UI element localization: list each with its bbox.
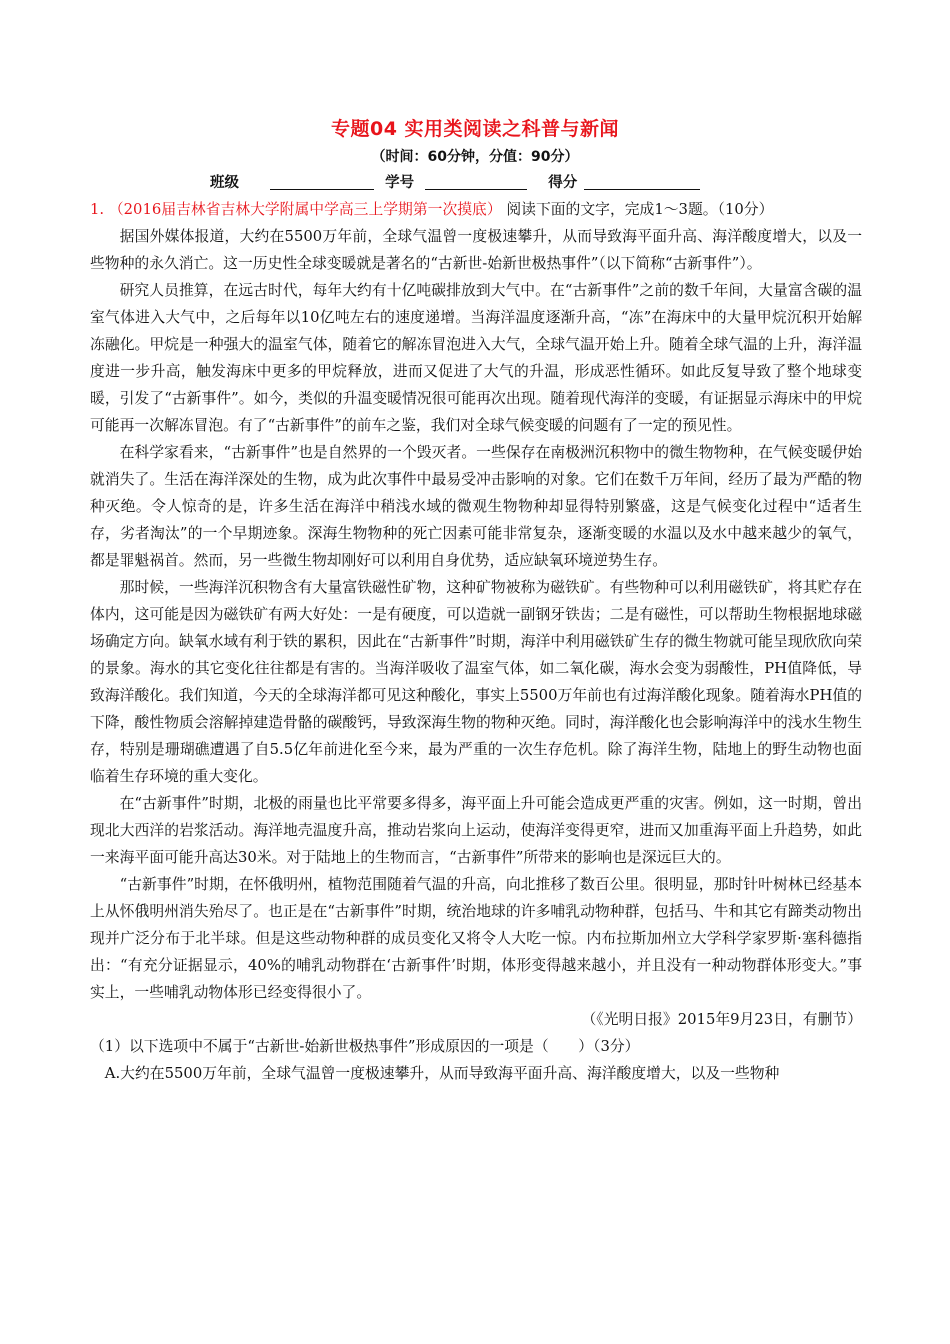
score-blank[interactable] <box>584 173 700 190</box>
student-id-label: 学号 <box>385 175 415 191</box>
student-info-row <box>210 171 810 193</box>
article-paragraph-3: 在科学家看来，“古新事件”也是自然界的一个毁灭者。一些保存在南极洲沉积物中的微生物物种，在气候变暖伊始就消失了。生活在海洋深处的生物，成为此次事件中最易受冲击影响的对象。它们在数千万年间，经历了最为严酷的物种灭绝。令人惊奇的是，许多生活在海洋中稍浅水域的微观生物物种却显得特别繁盛，这是气候变化过程中“适者生存，劣者淘汰”的一个早期迹象。深海生物物种的死亡因素可能非常复杂，逐渐变暖的水温以及水中越来越少的氧气，都是罪魁祸首。然而，另一些微生物却刚好可以利用自身优势，适应缺氧环境逆势生存。 <box>90 444 862 569</box>
class-blank[interactable] <box>270 173 374 190</box>
article-source-note: （《光明日报》2015年9月23日，有删节） <box>581 1011 862 1028</box>
class-label: 班级 <box>210 175 239 191</box>
article-paragraph-4: 那时候，一些海洋沉积物含有大量富铁磁性矿物，这种矿物被称为磁铁矿。有些物种可以利用磁铁矿，将其贮存在体内，这可能是因为磁铁矿有两大好处：一是有硬度，可以造就一副钢牙铁齿；二是有磁性，可以帮助生物根据地球磁场确定方向。缺氧水域有利于铁的累积，因此在“古新事件”时期，海洋中利用磁铁矿生存的微生物就可能呈现欣欣向荣的景象。海水的其它变化往往都是有害的。当海洋吸收了温室气体，如二氧化碳，海水会变为弱酸性，PH值降低，导致海洋酸化。我们知道，今天的全球海洋都可见这种酸化，事实上5500万年前也有过海洋酸化现象。随着海水PH值的下降，酸性物质会溶解掉建造骨骼的碳酸钙，导致深海生物的物种灭绝。同时，海洋酸化也会影响海洋中的浅水生物生存，特别是珊瑚礁遭遇了自5.5亿年前进化至今来，最为严重的一次生存危机。除了海洋生物，陆地上的野生动物也面临着生存环境的重大变化。 <box>90 579 862 785</box>
student-id-blank[interactable] <box>425 173 527 190</box>
page-title: 专题04 实用类阅读之科普与新闻 <box>330 118 620 140</box>
sub-question-1-stem: （1）以下选项中不属于“古新世-始新世极热事件”形成原因的一项是（ ）（3分） <box>90 1038 640 1055</box>
exam-time-score: （时间：60分钟，分值：90分） <box>371 149 579 165</box>
article-paragraph-2: 研究人员推算，在远古时代，每年大约有十亿吨碳排放到大气中。在“古新事件”之前的数千年间，大量富含碳的温室气体进入大气中，之后每年以10亿吨左右的速度递增。当海洋温度逐渐升高，“冻”在海床中的大量甲烷沉积开始解冻融化。甲烷是一种强大的温室气体，随着它的解冻冒泡进入大气，全球气温开始上升。随着全球气温的上升，海洋温度进一步升高，触发海床中更多的甲烷释放，进而又促进了大气的升温，形成恶性循环。如此反复导致了整个地球变暖，引发了“古新事件”。如今，类似的升温变暖情况很可能再次出现。随着现代海洋的变暖，有证据显示海床中的甲烷可能再一次解冻冒泡。有了“古新事件”的前车之鉴，我们对全球气候变暖的问题有了一定的预见性。 <box>90 282 862 434</box>
article-paragraph-5: 在“古新事件”时期，北极的雨量也比平常要多得多，海平面上升可能会造成更严重的灾害。例如，这一时期，曾出现北大西洋的岩浆活动。海洋地壳温度升高，推动岩浆向上运动，使海洋变得更窄，进而又加重海平面上升趋势，如此一来海平面可能升高达30米。对于陆地上的生物而言，“古新事件”所带来的影响也是深远巨大的。 <box>90 795 862 866</box>
article-paragraph-1: 据国外媒体报道，大约在5500万年前，全球气温曾一度极速攀升，从而导致海平面升高、海洋酸度增大，以及一些物种的永久消亡。这一历史性全球变暖就是著名的“古新世-始新世极热事件”（以下简称“古新事件”）。 <box>90 228 862 272</box>
question-body <box>90 196 862 1087</box>
question-source: （2016届吉林省吉林大学附属中学高三上学期第一次摸底） <box>108 201 502 218</box>
question-1-header <box>90 196 862 223</box>
sub-question-1-option-a: A.大约在5500万年前，全球气温曾一度极速攀升，从而导致海平面升高、海洋酸度增大，以及一些物种 <box>104 1065 780 1082</box>
question-instruction: 阅读下面的文字，完成1～3题。（10分） <box>506 201 774 218</box>
score-label: 得分 <box>548 175 578 191</box>
article-paragraph-6: “古新事件”时期，在怀俄明州，植物范围随着气温的升高，向北推移了数百公里。很明显，那时针叶树林已经基本上从怀俄明州消失殆尽了。也正是在“古新事件”时期，统治地球的许多哺乳动物种群，包括马、牛和其它有蹄类动物出现并广泛分布于北半球。但是这些动物种群的成员变化又将令人大吃一惊。内布拉斯加州立大学科学家罗斯·塞科德指出：“有充分证据显示，40%的哺乳动物群在‘古新事件’时期，体形变得越来越小，并且没有一种动物群体形变大。”事实上，一些哺乳动物体形已经变得很小了。 <box>90 876 862 1001</box>
question-number: 1. <box>90 201 105 218</box>
